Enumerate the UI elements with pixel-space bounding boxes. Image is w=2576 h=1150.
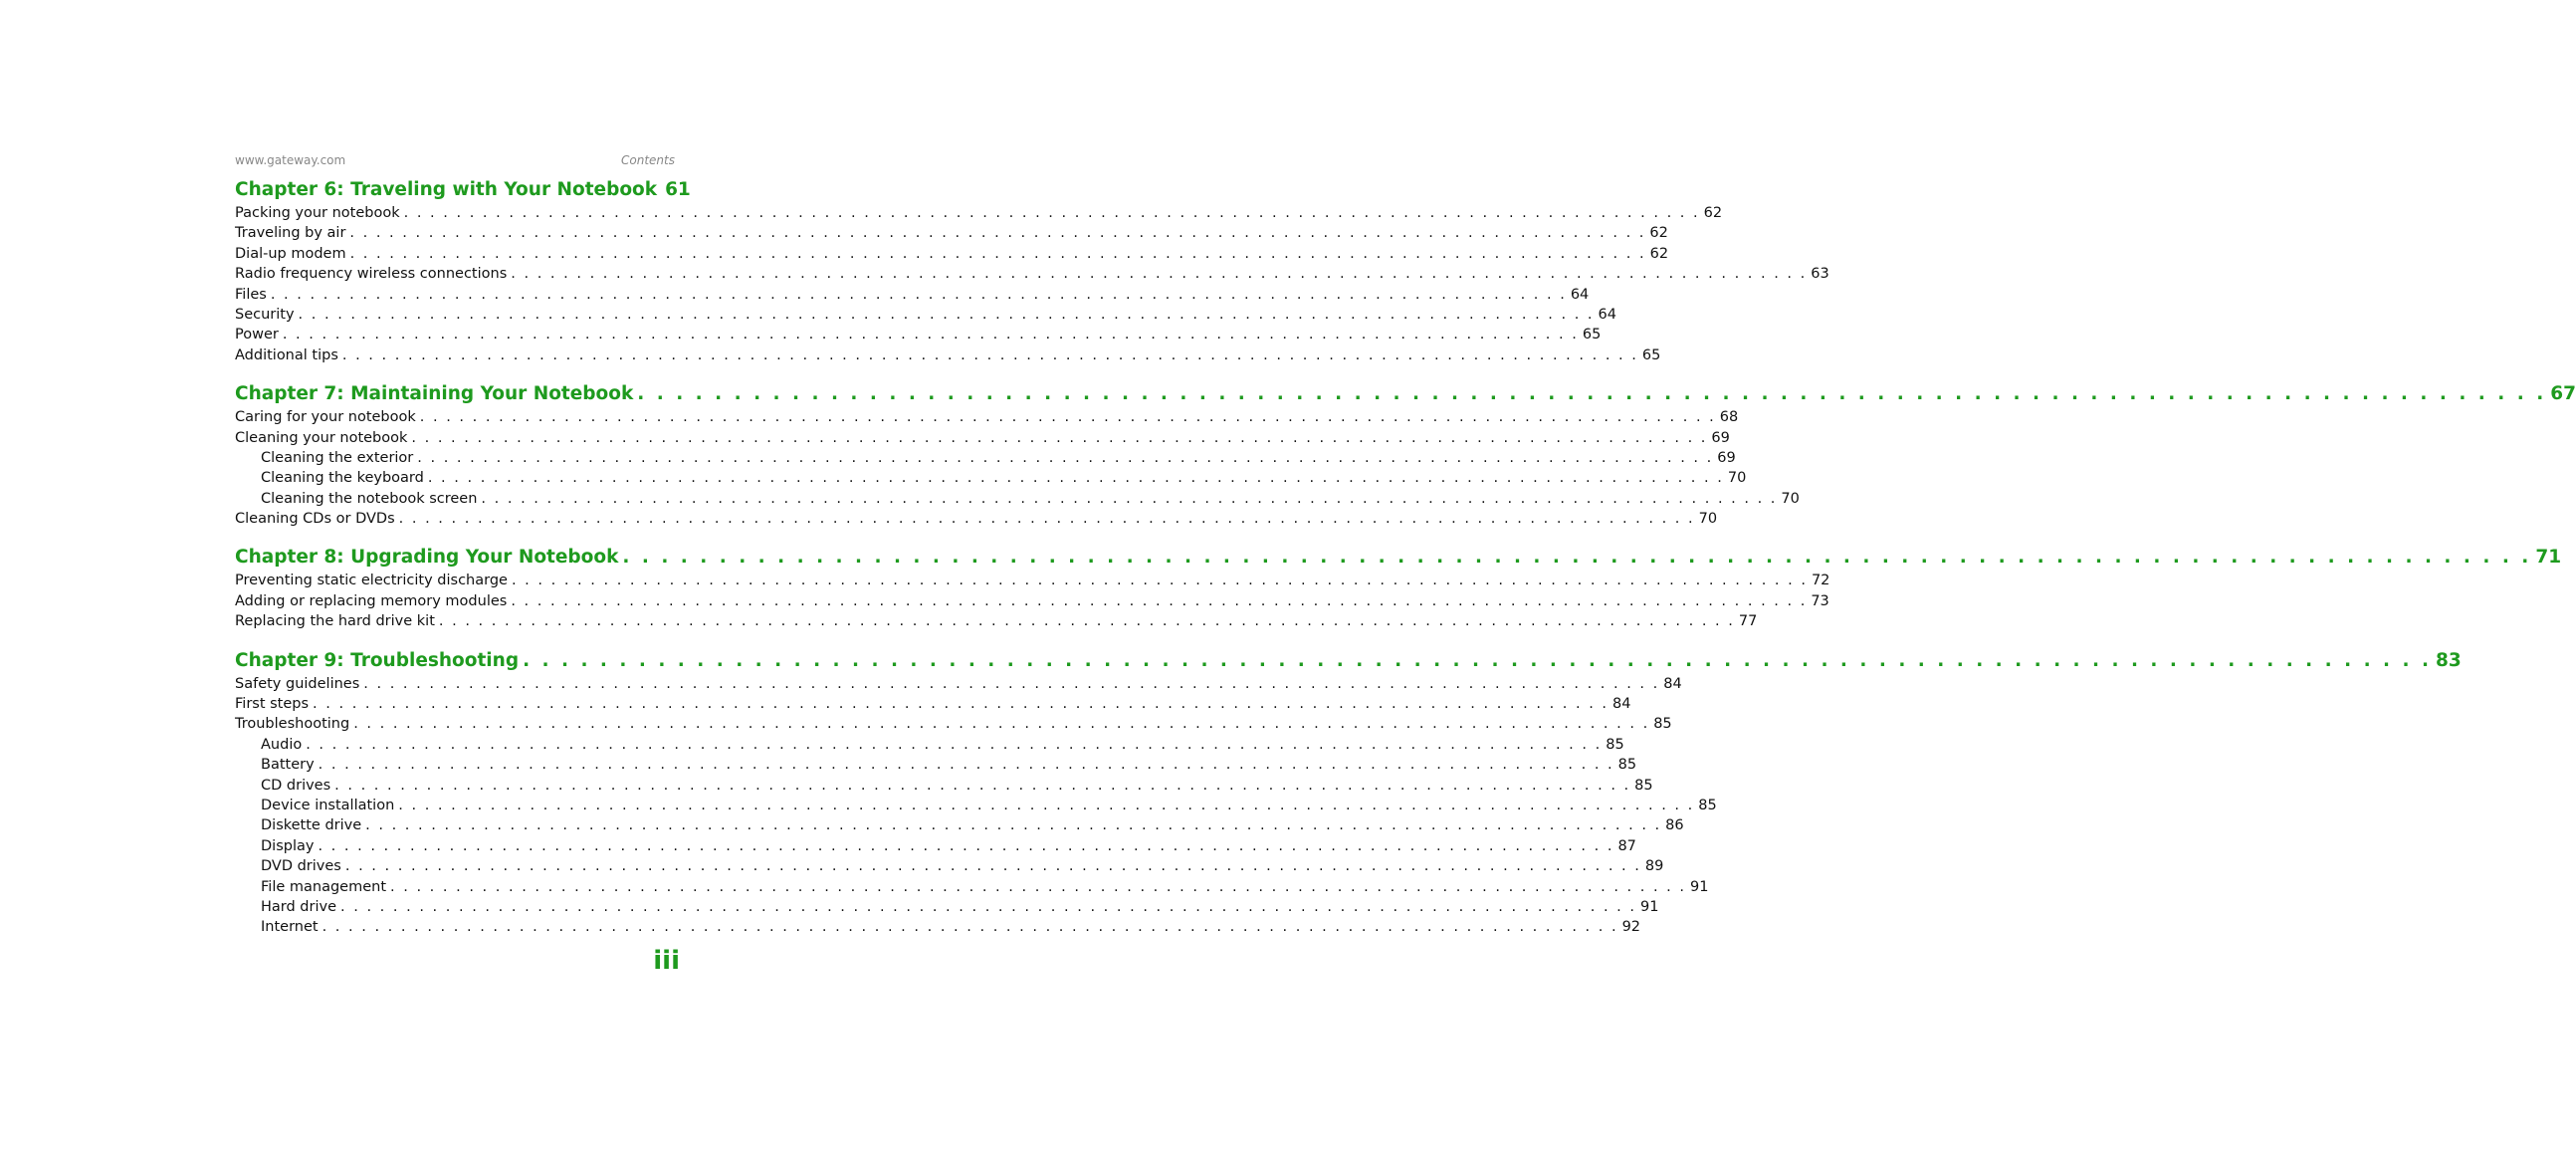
entry-title: CD drives: [261, 777, 331, 794]
entry-page: 87: [1617, 837, 1636, 854]
entry-title: Files: [235, 286, 267, 303]
section-name: Contents: [621, 153, 675, 167]
entry-page: 92: [1621, 919, 1641, 936]
dot-leader: [342, 345, 1638, 365]
dot-leader: [353, 714, 1649, 734]
toc-entry[interactable]: [235, 285, 1590, 305]
entry-page: 70: [1727, 470, 1747, 487]
entry-page: 69: [1711, 429, 1730, 446]
dot-leader: [511, 591, 1807, 611]
entry-page: 91: [1690, 878, 1709, 895]
entry-page: 77: [1738, 613, 1758, 630]
chapter-page: 67: [2550, 383, 2576, 405]
dot-leader: [398, 796, 1694, 815]
entry-title: Radio frequency wireless connections: [235, 266, 508, 283]
toc-entry[interactable]: [235, 714, 1672, 734]
entry-page: 64: [1570, 286, 1590, 303]
entry-page: 85: [1634, 777, 1653, 794]
entry-title: DVD drives: [261, 858, 341, 875]
toc-subentry[interactable]: [235, 897, 1659, 917]
dot-leader: [306, 735, 1602, 755]
chapter-heading[interactable]: [235, 648, 2462, 674]
toc-entry[interactable]: [235, 611, 1758, 631]
toc-entry[interactable]: [235, 305, 1616, 325]
entry-title: Cleaning CDs or DVDs: [235, 511, 395, 528]
entry-title: Cleaning the keyboard: [261, 470, 424, 487]
toc-subentry[interactable]: [235, 877, 1709, 897]
entry-title: Safety guidelines: [235, 675, 360, 692]
dot-leader: [283, 325, 1579, 345]
dot-leader: [404, 203, 1700, 223]
entry-title: Power: [235, 327, 279, 344]
toc-entry[interactable]: [235, 223, 1668, 243]
dot-leader: [299, 305, 1595, 325]
toc-subentry[interactable]: [235, 796, 1717, 815]
dot-leader: [417, 448, 1713, 468]
entry-title: First steps: [235, 696, 310, 713]
toc-subentry[interactable]: [235, 836, 1636, 856]
toc-entry[interactable]: [235, 674, 1682, 694]
entry-title: File management: [261, 878, 387, 895]
chapter-heading[interactable]: [235, 177, 691, 203]
entry-page: 89: [1644, 858, 1664, 875]
dot-leader: [390, 877, 1686, 897]
entry-title: Caring for your notebook: [235, 409, 416, 426]
entry-page: 85: [1617, 757, 1637, 774]
chapter-page: 61: [665, 179, 691, 200]
entry-page: 62: [1703, 205, 1723, 221]
dot-leader: [512, 571, 1808, 590]
toc-section: [235, 545, 2562, 631]
toc-subentry[interactable]: [235, 448, 1736, 468]
dot-leader: [511, 264, 1807, 284]
entry-page: 63: [1811, 266, 1829, 283]
toc-section: [235, 648, 2462, 938]
toc-entry[interactable]: [235, 694, 1631, 714]
dot-leader: [322, 917, 1618, 937]
dot-leader: [439, 611, 1735, 631]
toc-section: [235, 177, 1829, 365]
running-header: [235, 153, 675, 171]
chapter-title: Chapter 8: Upgrading Your Notebook: [235, 547, 619, 569]
entry-page: 62: [1649, 225, 1668, 242]
dot-leader: [523, 648, 2432, 674]
entry-title: Preventing static electricity discharge: [235, 573, 508, 589]
entry-title: Internet: [261, 919, 319, 936]
entry-page: 85: [1698, 797, 1717, 813]
toc-entry[interactable]: [235, 591, 1829, 611]
toc-entry[interactable]: [235, 428, 1730, 448]
entry-title: Packing your notebook: [235, 205, 400, 221]
toc-entry[interactable]: [235, 571, 1830, 590]
chapter-page: 71: [2535, 547, 2562, 569]
dot-leader: [349, 223, 1645, 243]
table-of-contents: [235, 177, 2576, 954]
toc-entry[interactable]: [235, 264, 1829, 284]
dot-leader: [481, 489, 1777, 509]
entry-page: 85: [1606, 736, 1624, 753]
entry-title: Additional tips: [235, 346, 338, 363]
toc-subentry[interactable]: [235, 735, 1624, 755]
toc-subentry[interactable]: [235, 815, 1684, 835]
entry-title: Cleaning your notebook: [235, 429, 408, 446]
entry-title: Adding or replacing memory modules: [235, 592, 508, 609]
entry-page: 69: [1717, 449, 1736, 466]
entry-title: Dial-up modem: [235, 245, 346, 262]
toc-subentry[interactable]: [235, 917, 1641, 937]
entry-title: Audio: [261, 736, 303, 753]
website-url: www.gateway.com: [235, 153, 346, 167]
chapter-title: Chapter 7: Maintaining Your Notebook: [235, 383, 634, 405]
page-number: iii: [653, 946, 680, 976]
entry-page: 70: [1698, 511, 1718, 528]
entry-title: Cleaning the notebook screen: [261, 490, 478, 507]
entry-page: 68: [1719, 409, 1739, 426]
toc-entry[interactable]: [235, 244, 1669, 264]
toc-section: [235, 381, 2576, 529]
entry-page: 85: [1653, 716, 1672, 733]
entry-page: 84: [1612, 696, 1631, 713]
chapter-heading[interactable]: [235, 545, 2562, 571]
entry-page: 65: [1641, 346, 1661, 363]
dot-leader: [637, 381, 2546, 407]
chapter-title: Chapter 9: Troubleshooting: [235, 649, 520, 671]
dot-leader: [428, 468, 1724, 488]
toc-subentry[interactable]: [235, 856, 1664, 876]
entry-title: Cleaning the exterior: [261, 449, 414, 466]
entry-title: Display: [261, 837, 315, 854]
dot-leader: [365, 815, 1661, 835]
dot-leader: [363, 674, 1659, 694]
entry-title: Replacing the hard drive kit: [235, 613, 435, 630]
dot-leader: [350, 244, 1646, 264]
toc-entry[interactable]: [235, 407, 1739, 427]
entry-page: 70: [1781, 490, 1800, 507]
entry-page: 86: [1665, 817, 1684, 834]
chapter-title: Chapter 6: Traveling with Your Notebook: [235, 179, 658, 200]
dot-leader: [313, 694, 1609, 714]
dot-leader: [271, 285, 1567, 305]
entry-title: Troubleshooting: [235, 716, 350, 733]
entry-title: Device installation: [261, 797, 395, 813]
toc-entry[interactable]: [235, 509, 1718, 529]
dot-leader: [345, 856, 1641, 876]
entry-page: 91: [1640, 898, 1659, 915]
dot-leader: [334, 776, 1630, 796]
dot-leader: [622, 545, 2531, 571]
chapter-heading[interactable]: [235, 381, 2576, 407]
entry-page: 84: [1663, 675, 1682, 692]
dot-leader: [399, 509, 1695, 529]
entry-page: 65: [1582, 327, 1602, 344]
toc-subentry[interactable]: [235, 489, 1800, 509]
entry-page: 64: [1598, 306, 1616, 323]
entry-title: Diskette drive: [261, 817, 362, 834]
dot-leader: [319, 755, 1614, 775]
dot-leader: [340, 897, 1636, 917]
chapter-page: 83: [2436, 649, 2462, 671]
dot-leader: [318, 836, 1613, 856]
toc-subentry[interactable]: [235, 776, 1653, 796]
dot-leader: [411, 428, 1707, 448]
toc-subentry[interactable]: [235, 755, 1637, 775]
toc-subentry[interactable]: [235, 468, 1747, 488]
entry-title: Security: [235, 306, 295, 323]
toc-entry[interactable]: [235, 203, 1723, 223]
dot-leader: [420, 407, 1716, 427]
entry-page: 72: [1811, 573, 1830, 589]
entry-page: 73: [1811, 592, 1829, 609]
entry-title: Battery: [261, 757, 315, 774]
entry-title: Hard drive: [261, 898, 337, 915]
entry-page: 62: [1649, 245, 1669, 262]
entry-title: Traveling by air: [235, 225, 346, 242]
toc-entry[interactable]: [235, 325, 1602, 345]
toc-entry[interactable]: [235, 345, 1661, 365]
